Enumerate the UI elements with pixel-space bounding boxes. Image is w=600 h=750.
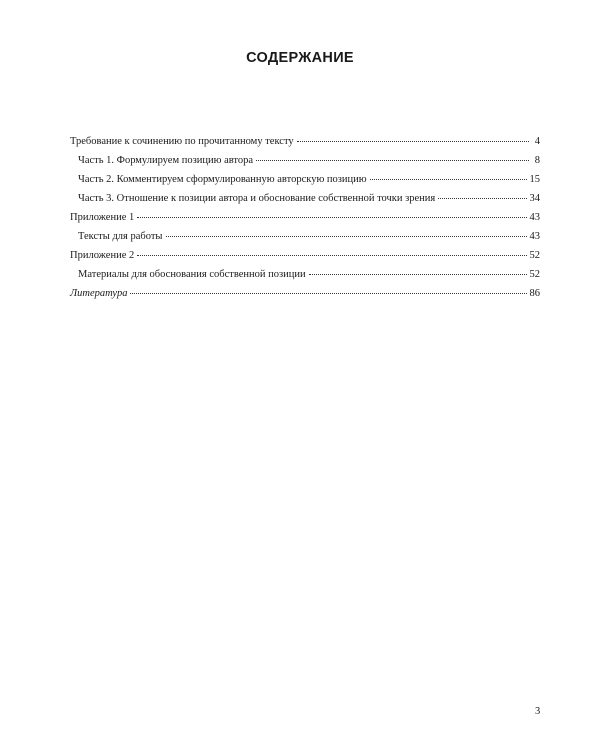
toc-entry-page: 43 [529,212,540,223]
toc-entry-part-2[interactable] [70,173,540,192]
toc-leader-dots [438,198,526,199]
table-of-contents [70,135,540,306]
toc-entry-page: 43 [529,231,540,242]
toc-entry-part-3[interactable] [70,192,540,211]
toc-entry-page: 86 [529,288,540,299]
toc-entry-page: 8 [534,155,540,166]
toc-leader-dots [130,293,526,294]
toc-entry-part-1[interactable] [70,154,540,173]
toc-leader-dots [137,217,526,218]
toc-entry-page: 34 [529,193,540,204]
toc-leader-dots [297,141,529,142]
toc-leader-dots [166,236,527,237]
toc-entry-label: Приложение 2 [70,250,135,261]
toc-entry-label: Часть 3. Отношение к позиции автора и обоснование собственной точки зрения [78,193,436,204]
toc-leader-dots [370,179,527,180]
toc-entry-label: Часть 2. Комментируем сформулированную авторскую позицию [78,174,367,185]
page-title: СОДЕРЖАНИЕ [246,50,354,66]
toc-leader-dots [256,160,529,161]
toc-entry-label: Требование к сочинению по прочитанному тексту [70,136,294,147]
toc-entry-literature[interactable] [70,287,540,306]
toc-entry-appendix-2[interactable] [70,249,540,268]
toc-entry-materials[interactable] [70,268,540,287]
toc-entry-label: Приложение 1 [70,212,135,223]
toc-entry-label: Материалы для обоснования собственной позиции [78,269,306,280]
toc-entry-label: Тексты для работы [78,231,163,242]
toc-entry-page: 4 [534,136,540,147]
toc-entry-page: 52 [529,250,540,261]
toc-entry-label: Литература [70,288,128,299]
toc-entry-page: 52 [529,269,540,280]
toc-entry-texts[interactable] [70,230,540,249]
toc-entry-appendix-1[interactable] [70,211,540,230]
toc-entry-label: Часть 1. Формулируем позицию автора [78,155,254,166]
toc-entry-requirements[interactable] [70,135,540,154]
toc-leader-dots [137,255,526,256]
page-number: 3 [535,706,541,717]
toc-entry-page: 15 [529,174,540,185]
toc-leader-dots [309,274,527,275]
